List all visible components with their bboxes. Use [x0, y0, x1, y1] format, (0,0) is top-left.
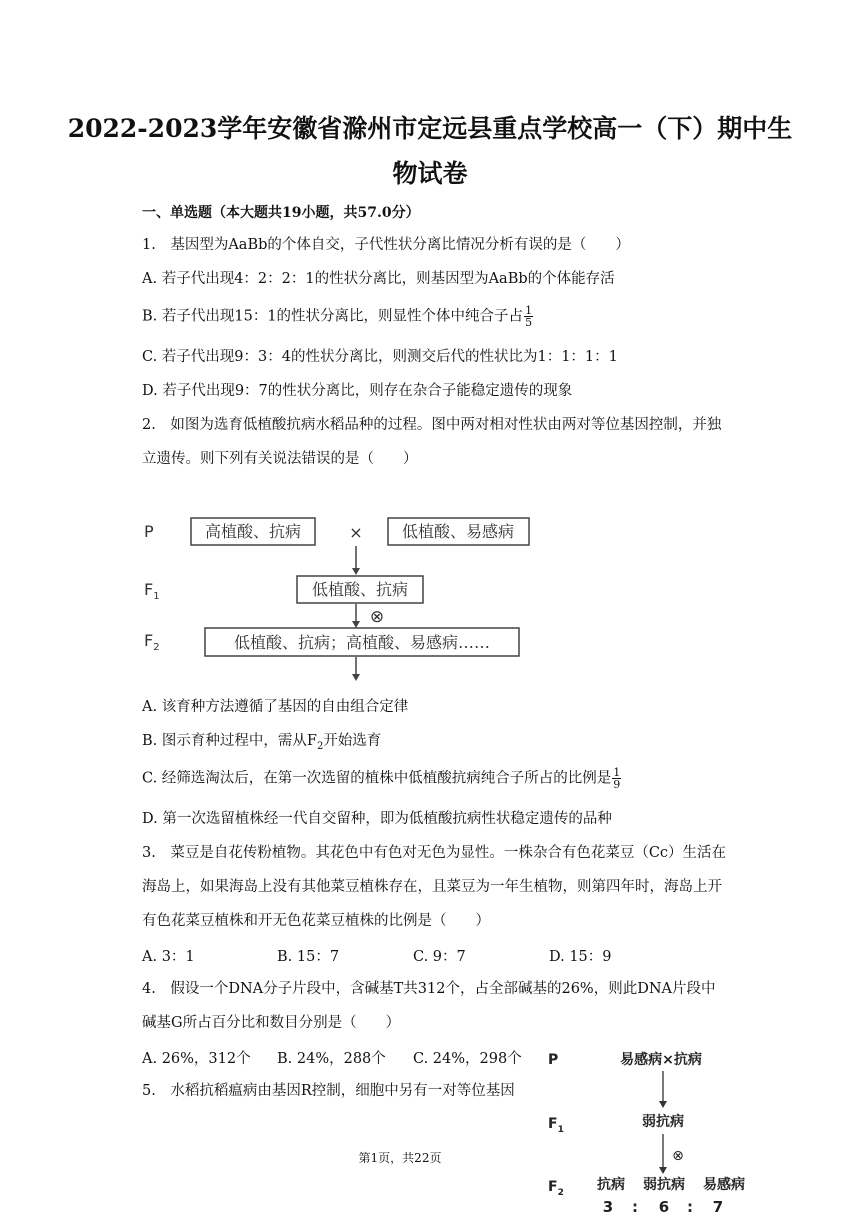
- section-heading: 一、单选题（本大题共19小题，共57.0分）: [142, 205, 420, 221]
- q2-option-a: A. 该育种方法遵循了基因的自由组合定律: [142, 699, 409, 715]
- q3-option-a: A. 3：1: [142, 949, 195, 965]
- diagram2-f1-text: 弱抗病: [642, 1114, 684, 1130]
- q5-stem: 5. 水稻抗稻瘟病由基因R控制，细胞中另有一对等位基因: [142, 1083, 515, 1099]
- q4-option-b: B. 24%，288个: [277, 1051, 386, 1067]
- diagram1-f1-label: $F_1$: [144, 580, 160, 602]
- q3-stem-line1: 3. 菜豆是自花传粉植物。其花色中有色对无色为显性。一株杂合有色花菜豆（Cc）生活在: [142, 845, 727, 861]
- q2-stem-line2: 立遗传。则下列有关说法错误的是（ ）: [142, 451, 418, 467]
- diagram2-f1-label: $F_1$: [548, 1116, 564, 1135]
- diagram2-selfing-symbol: ⊗: [672, 1148, 684, 1164]
- q4-stem-line2: 碱基G所占百分比和数目分别是（ ）: [142, 1015, 401, 1031]
- q1-option-c: C. 若子代出现9：3：4的性状分离比，则测交后代的性状比为1：1：1：1: [142, 349, 618, 365]
- diagram2-ratio-2: 6: [658, 1198, 670, 1216]
- q2-stem-line1: 2. 如图为选育低植酸抗病水稻品种的过程。图中两对相对性状由两对等位基因控制，并独: [142, 417, 722, 433]
- q2-option-d: D. 第一次选留植株经一代自交留种，即为低植酸抗病性状稳定遗传的品种: [142, 811, 612, 827]
- diagram2-ratio-sep-2: :: [687, 1198, 693, 1216]
- diagram1-f1-text: 低植酸、抗病: [311, 580, 409, 599]
- diagram2-ratio-1: 3: [602, 1198, 614, 1216]
- q3-option-d: D. 15：9: [549, 949, 612, 965]
- doc-title-line2: 物试卷: [392, 159, 468, 188]
- diagram1-parent2-text: 低植酸、易感病: [401, 522, 515, 541]
- q3-stem-line3: 有色花菜豆植株和开无色花菜豆植株的比例是（ ）: [142, 913, 490, 929]
- q1-option-d: D. 若子代出现9：7的性状分离比，则存在杂合子能稳定遗传的现象: [142, 383, 573, 399]
- q3-option-b: B. 15：7: [277, 949, 340, 965]
- q1-option-b-text: B. 若子代出现15：1的性状分离比，则显性个体中纯合子占: [142, 308, 524, 325]
- diagram1-cross-symbol: ×: [349, 523, 363, 542]
- diagram2-p-text: 易感病×抗病: [620, 1052, 702, 1068]
- q2-fraction-denominator: 9: [613, 778, 621, 791]
- diagram1-selfing-symbol: ⊗: [369, 607, 385, 627]
- q1-fraction-denominator: 5: [525, 316, 533, 329]
- q3-stem-line2: 海岛上，如果海岛上没有其他菜豆植株存在，且菜豆为一年生植物，则第四年时，海岛上开: [142, 879, 722, 895]
- q4-stem-line1: 4. 假设一个DNA分子片段中，含碱基T共312个，占全部碱基的26%，则此DNA片段中: [142, 981, 716, 997]
- diagram1-f2-text: 低植酸、抗病；高植酸、易感病……: [233, 633, 491, 652]
- diagram2-f2-item-2: 弱抗病: [643, 1177, 685, 1193]
- q2-option-c-text: C. 经筛选淘汰后，在第一次选留的植株中低植酸抗病纯合子所占的比例是: [142, 770, 612, 787]
- diagram2-p-label: P: [548, 1052, 559, 1068]
- diagram2-f2-item-3: 易感病: [703, 1177, 745, 1193]
- q2-option-b: B. 图示育种过程中，需从$F_2$开始选育: [142, 733, 382, 752]
- q2-option-c: [142, 767, 621, 790]
- diagram2-ratio-sep-1: :: [632, 1198, 638, 1216]
- q1-stem: 1. 基因型为AaBb的个体自交，子代性状分离比情况分析有误的是（ ）: [142, 237, 630, 253]
- diagram1-parent1-text: 高植酸、抗病: [204, 522, 302, 541]
- q1-option-a: A. 若子代出现4：2：2：1的性状分离比，则基因型为AaBb的个体能存活: [142, 271, 615, 287]
- q2-fraction: [612, 767, 621, 790]
- doc-title-line1: 2022-2023学年安徽省滁州市定远县重点学校高一（下）期中生: [67, 114, 793, 143]
- q3-option-c: C. 9：7: [413, 949, 466, 965]
- diagram2-f2-item-1: 抗病: [597, 1177, 625, 1193]
- page-footer: 第1页，共22页: [358, 1151, 442, 1165]
- diagram2-ratio-3: 7: [712, 1198, 724, 1216]
- q2-option-b-subscript: 2: [316, 740, 324, 752]
- diagram1-p-label: P: [144, 522, 154, 541]
- q4-option-a: A. 26%，312个: [142, 1051, 251, 1067]
- q4-option-c: C. 24%，298个: [413, 1051, 522, 1067]
- q2-fraction-numerator: 1: [613, 766, 621, 779]
- diagram1-f2-label: $F_2$: [144, 631, 160, 653]
- q1-fraction-numerator: 1: [525, 304, 533, 317]
- diagram2-f2-label: $F_2$: [548, 1179, 564, 1198]
